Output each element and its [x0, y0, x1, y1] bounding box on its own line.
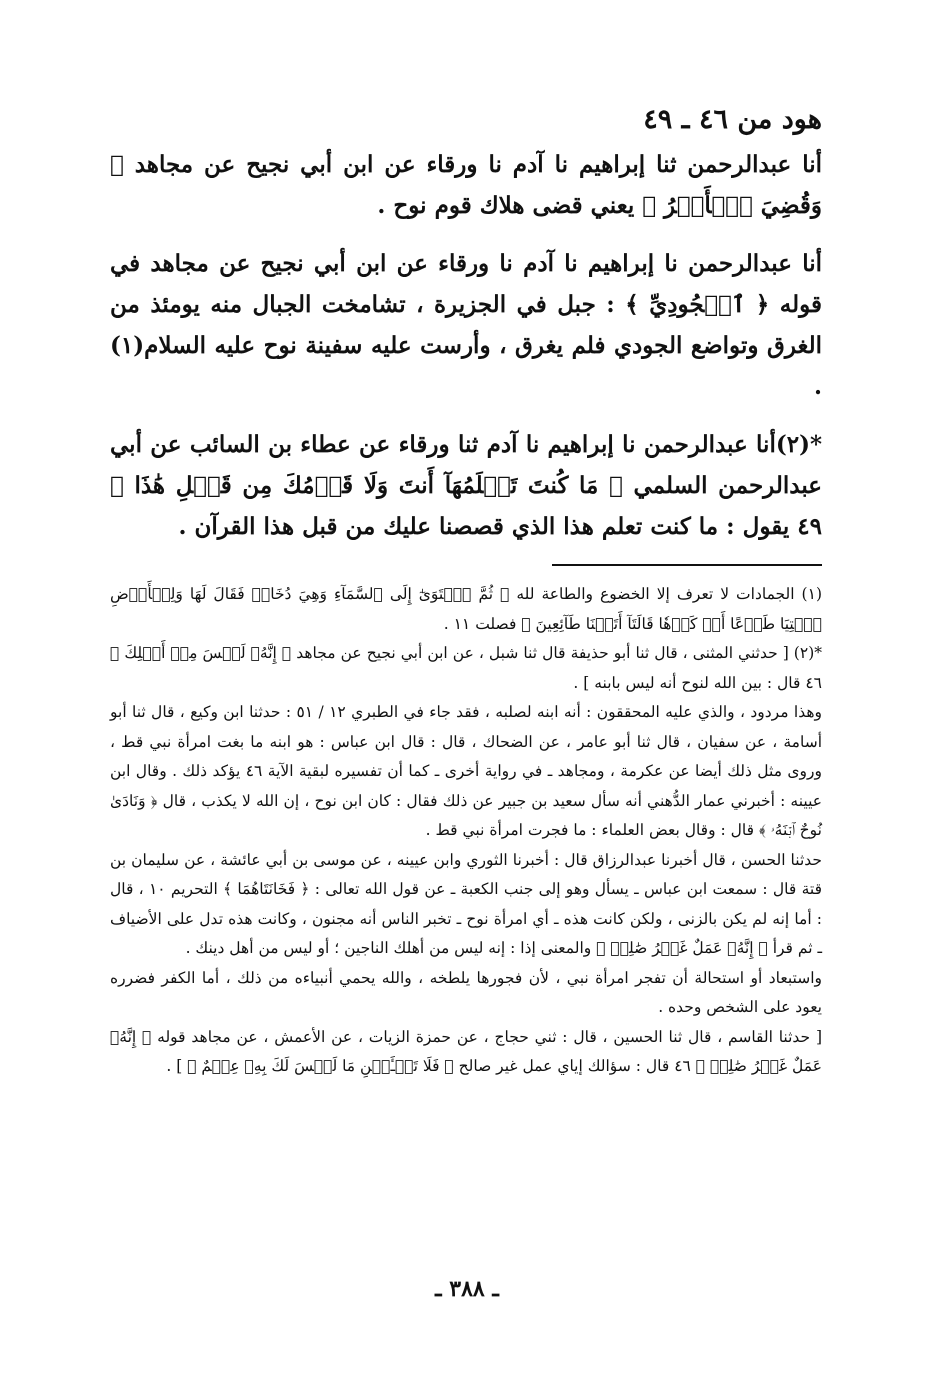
- page-number: ـ ٣٨٨ ـ: [435, 1276, 499, 1302]
- main-paragraph-3: *(٢)أنا عبدالرحمن نا إبراهيم نا آدم ثنا ورقاء عن عطاء بن السائب عن أبي عبدالرحمن السلمي ﴿ مَا كُنتَ تَعۡلَمُهَآ أَنتَ وَلَا قَوۡمُكَ مِن قَبۡلِ هَٰذَا ﴾ ٤٩ يقول : ما كنت تعلم هذا الذي قصصنا عليك من قبل هذا القرآن .: [110, 431, 822, 540]
- footnote-paragraph: واستبعاد أو استحالة أن تفجر امرأة نبي ، لأن فجورها يلطخه ، والله يحمي أنبياءه من ذلك ، أما الكفر فضرره يعود على الشخص وحده .: [110, 968, 822, 1016]
- footnote-paragraph: وهذا مردود ، والذي عليه المحققون : أنه ابنه لصلبه ، فقد جاء في الطبري ١٢ / ٥١ : حدثنا ابن وكيع ، قال ثنا أبو أسامة ، عن سفيان ، قال ثنا أبو عامر ، عن الضحاك ، قال : قال ابن عباس : هو ابنه ما بغت امرأة نبي قط ، وروى مثل ذلك أيضا عن عكرمة ، ومجاهد ـ في رواية أخرى ـ كما أن تفسيره لبقية الآية ٤٦ يؤكد ذلك . وقال ابن عيينه : أخبرني عمار الدُّهني أنه سأل سعيد بن جبير عن ذلك فقال : كان ابن نوح ، إن الله لا يكذب ، قال ﴿ وَنَادَىٰ نُوحٌ ٱبۡنَهُۥ ﴾ قال : وقال بعض العلماء : ما فجرت امرأة نبي قط .: [110, 703, 823, 839]
- main-paragraph-1: أنا عبدالرحمن ثنا إبراهيم نا آدم نا ورقاء عن ابن أبي نجيح عن مجاهد ﴿ وَقُضِيَ ٱلۡأَمۡرُ ﴾ يعني قضى هلاك قوم نوح .: [110, 151, 822, 219]
- footnotes: [110, 580, 822, 1082]
- page: [110, 100, 822, 1082]
- footnote-1: (١) الجمادات لا تعرف إلا الخضوع والطاعة لله ﴿ ثُمَّ ٱسۡتَوَىٰٓ إِلَى ٱلسَّمَآءِ وَهِيَ دُخَانٞ فَقَالَ لَهَا وَلِلۡأَرۡضِ ٱئۡتِيَا طَوۡعًا أَوۡ كَرۡهٗا قَالَتَآ أَتَيۡنَا طَآئِعِينَ ﴾ فصلت ١١ .: [110, 585, 822, 633]
- footnote-2: *(٢) [ حدثني المثنى ، قال ثنا أبو حذيفة قال ثنا شبل ، عن ابن أبي نجيح عن مجاهد ﴿ إِنَّهُۥ لَيۡسَ مِنۡ أَهۡلِكَ ﴾ ٤٦ قال : بين الله لنوح أنه ليس بابنه ] .: [110, 644, 822, 692]
- footnote-paragraph: حدثنا الحسن ، قال أخبرنا عبدالرزاق قال : أخبرنا الثوري وابن عيينه ، عن موسى بن أبي عائشة ، عن سليمان بن قتة قال : سمعت ابن عباس ـ يسأل وهو إلى جنب الكعبة ـ عن قول الله تعالى : ﴿ فَخَانَتَاهُمَا ﴾ التحريم ١٠ ، قال : أما إنه لم يكن بالزنى ، ولكن كانت هذه ـ أي امرأة نوح ـ تخبر الناس أنه مجنون ، وكانت هذه تدل على الأضياف ـ ثم قرأ ﴿ إِنَّهُۥ عَمَلٌ غَيۡرُ صَٰلِحٖ ﴾ والمعنى إذا : إنه ليس من أهلك الناجين ؛ أو ليس من أهل دينك .: [110, 850, 822, 957]
- main-text: [110, 144, 822, 547]
- main-paragraph-2: أنا عبدالرحمن نا إبراهيم نا آدم نا ورقاء عن ابن أبي نجيح عن مجاهد في قوله ﴿ ٱلۡجُودِيِّ ﴾ : جبل في الجزيرة ، تشامخت الجبال منه يومئذ من الغرق وتواضع الجودي فلم يغرق ، وأرست عليه سفينة نوح عليه السلام(١) .: [110, 250, 822, 400]
- page-header: هود من ٤٦ ـ ٤٩: [643, 104, 822, 135]
- footnote-divider: [552, 564, 822, 566]
- footnote-paragraph: [ حدثنا القاسم ، قال ثنا الحسين ، قال : ثني حجاج ، عن حمزة الزيات ، عن الأعمش ، عن مجاهد قوله ﴿ إِنَّهُۥ عَمَلٌ غَيۡرُ صَٰلِحٖ ﴾ ٤٦ قال : سؤالك إياي عمل غير صالح ﴿ فَلَا تَسۡـَٔلۡنِ مَا لَيۡسَ لَكَ بِهِۦ عِلۡمٌ ﴾ ] .: [110, 1027, 822, 1075]
